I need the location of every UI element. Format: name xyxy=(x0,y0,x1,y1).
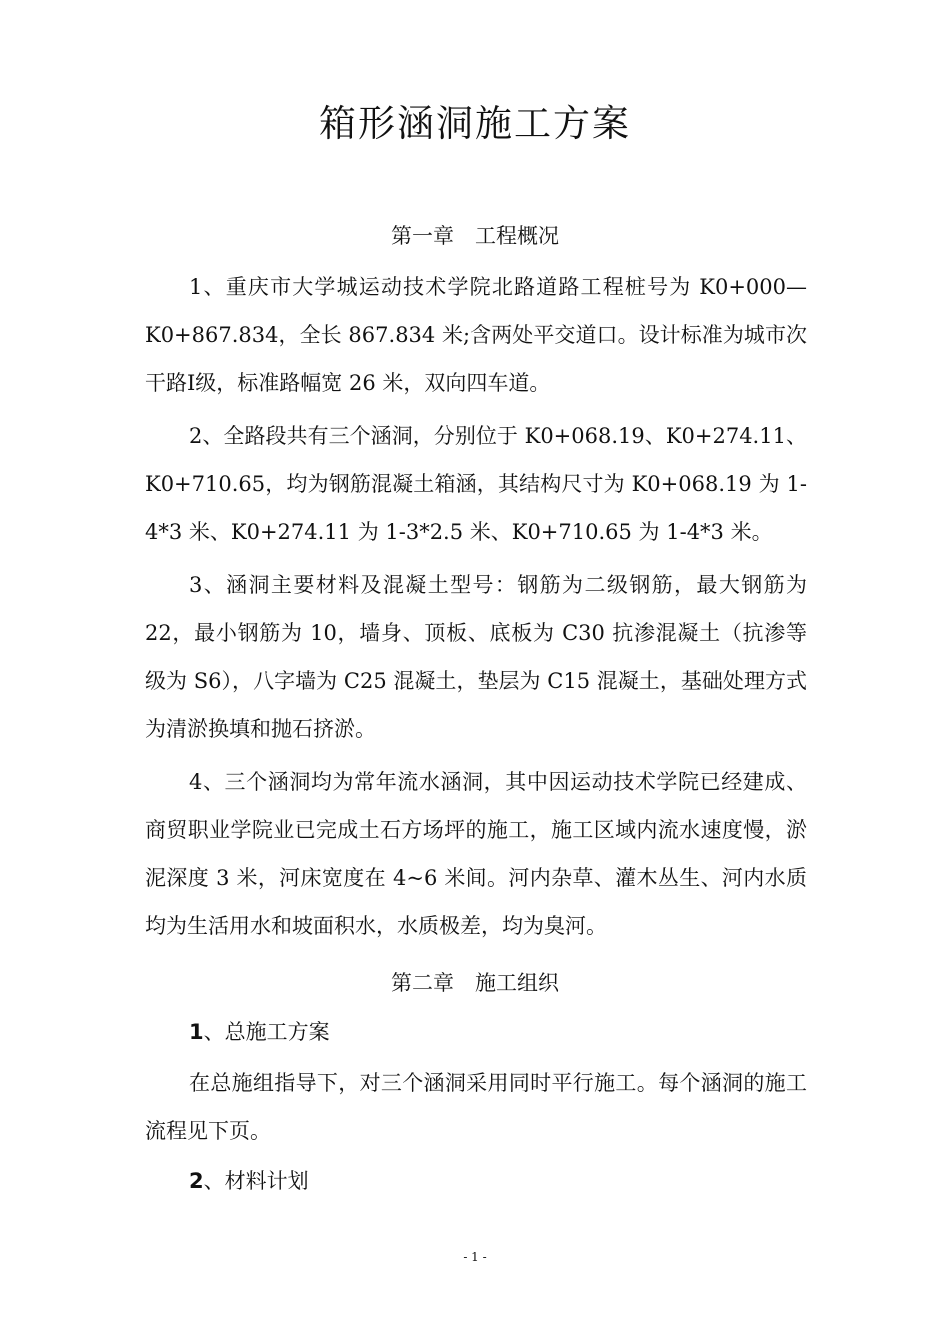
paragraph-4: 4、三个涵洞均为常年流水涵洞，其中因运动技术学院已经建成、商贸职业学院业已完成土石方场坪的施工，施工区域内流水速度慢，淤泥深度 3 米，河床宽度在 4~6 米间。河内杂草、灌木丛生、河内水质均为生活用水和坡面积水，水质极差，均为臭河。 xyxy=(145,770,807,938)
section-1-number: 1 xyxy=(189,1020,204,1044)
paragraph-2: 2、全路段共有三个涵洞，分别位于 K0+068.19、K0+274.11、K0+710.65，均为钢筋混凝土箱涵，其结构尺寸为 K0+068.19 为 1-4*3 米、K0+274.11 为 1-3*2.5 米、K0+710.65 为 1-4*3 米。 xyxy=(145,424,807,544)
paragraph-1: 1、重庆市大学城运动技术学院北路道路工程桩号为 K0+000—K0+867.834，全长 867.834 米;含两处平交道口。设计标准为城市次干路Ⅰ级，标准路幅宽 26 米，双向四车道。 xyxy=(145,275,807,395)
section-1-heading xyxy=(189,1017,330,1047)
section-2-title: 、材料计划 xyxy=(203,1169,309,1193)
page-number: - 1 - xyxy=(463,1250,487,1264)
section-2-number: 2 xyxy=(189,1169,204,1193)
document-title: 箱形涵洞施工方案 xyxy=(319,102,631,145)
section-2-heading xyxy=(189,1166,309,1196)
chapter-2-heading: 第二章 施工组织 xyxy=(391,971,559,995)
section-1-paragraph: 在总施组指导下，对三个涵洞采用同时平行施工。每个涵洞的施工流程见下页。 xyxy=(145,1071,807,1143)
section-1-title: 、总施工方案 xyxy=(203,1020,330,1044)
chapter-1-heading: 第一章 工程概况 xyxy=(391,224,559,248)
paragraph-3: 3、涵洞主要材料及混凝土型号：钢筋为二级钢筋，最大钢筋为 22，最小钢筋为 10，墙身、顶板、底板为 C30 抗渗混凝土（抗渗等级为 S6），八字墙为 C25 混凝土，垫层为 C15 混凝土，基础处理方式为清淤换填和抛石挤淤。 xyxy=(145,573,807,741)
